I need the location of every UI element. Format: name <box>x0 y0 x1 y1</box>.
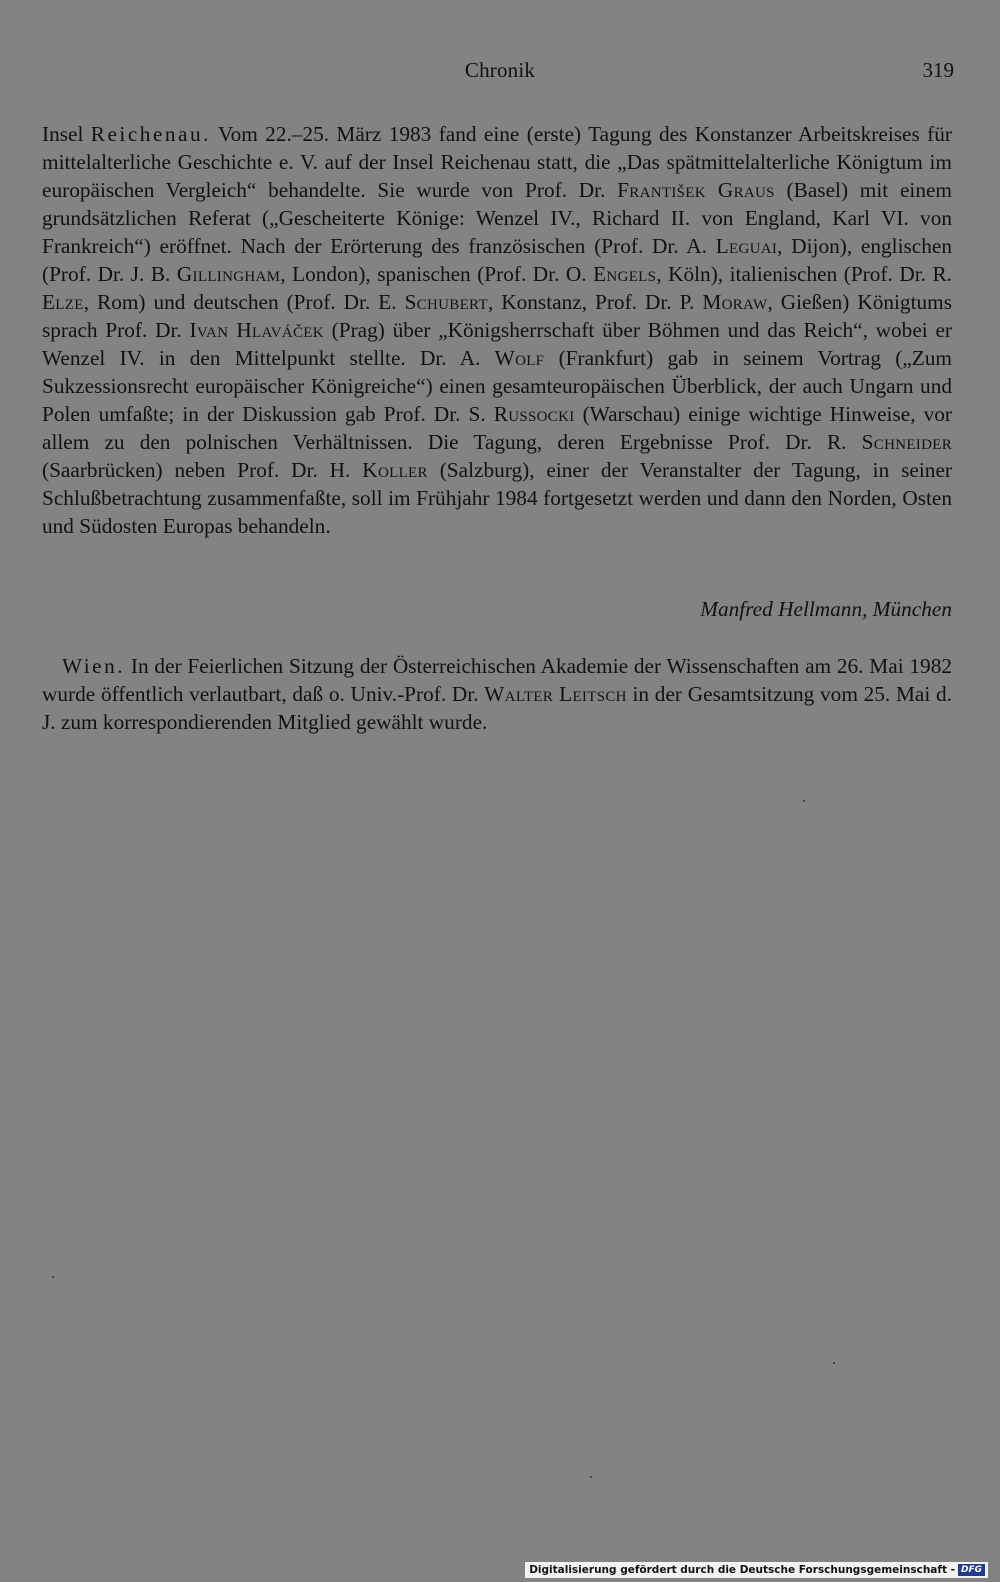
scan-speck <box>590 1476 592 1478</box>
report-place: Reichenau. <box>90 122 211 146</box>
person-name: Elze <box>42 290 84 314</box>
report-place: Wien. <box>62 654 126 678</box>
footer-text: Digitalisierung gefördert durch die Deutsche Forschungsgemeinschaft - <box>529 1564 955 1576</box>
person-name: František Graus <box>617 178 775 202</box>
person-name: Koller <box>362 458 428 482</box>
page-number: 319 <box>922 58 954 82</box>
person-name: Ivan Hlaváček <box>189 318 324 342</box>
person-name: Leguai <box>715 234 778 258</box>
digitization-footer <box>525 1562 988 1578</box>
scan-speck <box>52 1276 54 1278</box>
person-name: Russocki <box>493 402 575 426</box>
report-author: Manfred Hellmann, München <box>700 597 952 621</box>
person-name: Engels <box>593 262 657 286</box>
running-title: Chronik <box>464 58 536 82</box>
person-name: Schubert <box>404 290 488 314</box>
scan-speck <box>803 800 805 802</box>
scan-speck <box>833 1362 835 1364</box>
report-wien: Wien. In der Feierlichen Sitzung der Österreichischen Akademie der Wissenschaften am 26. Mai 1982 wurde öffentlich verlautbart, daß o. Univ.-Prof. Dr. Walter Leitsch in der Gesamtsitzung vom 25. Mai d. J. zum korrespondierenden Mitglied gewählt wurde. <box>42 654 952 734</box>
person-name: Schneider <box>861 430 952 454</box>
dfg-logo: DFG <box>958 1564 985 1576</box>
person-name: Gillingham <box>176 262 281 286</box>
person-name: Walter Leitsch <box>484 682 627 706</box>
report-place-prefix: Insel <box>42 122 91 146</box>
person-name: Wolf <box>494 346 545 370</box>
person-name: Moraw <box>702 290 768 314</box>
report-reichenau: Insel Reichenau. Vom 22.–25. März 1983 fand eine (erste) Tagung des Konstanzer Arbeitskreises für mittelalterliche Geschichte e. V. auf der Insel Reichenau statt, die „Das spätmittelalterliche Königtum im europäischen Vergleich“ behandelte. Sie wurde von Prof. Dr. František Graus (Basel) mit einem grundsätzlichen Referat („Gescheiterte Könige: Wenzel IV., Richard II. von England, Karl VI. von Frankreich“) eröffnet. Nach der Erörterung des französischen (Prof. Dr. A. Leguai, Dijon), englischen (Prof. Dr. J. B. Gillingham, London), spanischen (Prof. Dr. O. Engels, Köln), italienischen (Prof. Dr. R. Elze, Rom) und deutschen (Prof. Dr. E. Schubert, Konstanz, Prof. Dr. P. Moraw, Gießen) Königtums sprach Prof. Dr. Ivan Hlaváček (Prag) über „Königsherrschaft über Böhmen und das Reich“, wobei er Wenzel IV. in den Mittelpunkt stellte. Dr. A. Wolf (Frankfurt) gab in seinem Vortrag („Zum Sukzessionsrecht europäischer Königreiche“) einen gesamteuropäischen Überblick, der auch Ungarn und Polen umfaßte; in der Diskussion gab Prof. Dr. S. Russocki (Warschau) einige wichtige Hinweise, vor allem zu den polnischen Verhältnissen. Die Tagung, deren Ergebnisse Prof. Dr. R. Schneider (Saarbrücken) neben Prof. Dr. H. Koller (Salzburg), einer der Veranstalter der Tagung, in seiner Schlußbetrachtung zusammenfaßte, soll im Frühjahr 1984 fortgesetzt werden und dann den Norden, Osten und Südosten Europas behandeln. <box>42 122 952 538</box>
